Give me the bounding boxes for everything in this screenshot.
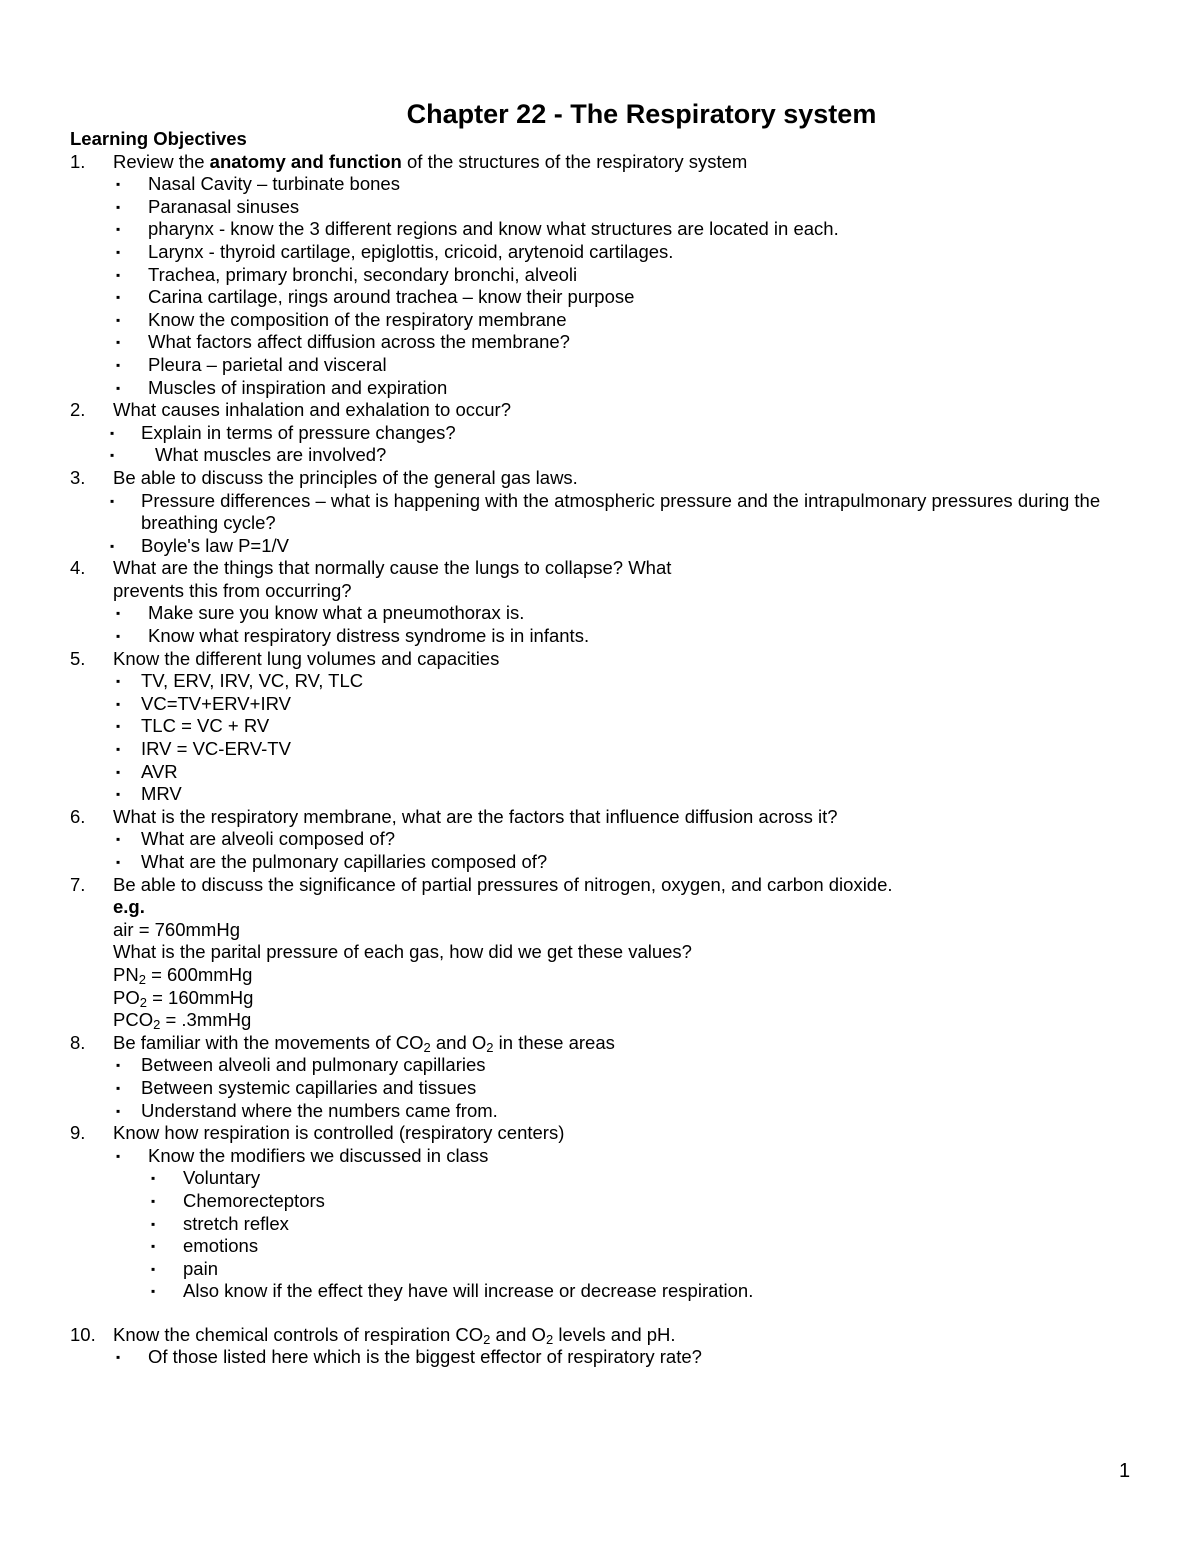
objective-2: 2. What causes inhalation and exhalation to occur? [70,399,512,421]
list-item: ▪ Of those listed here which is the biggest effector of respiratory rate? [116,1346,702,1368]
list-item: ▪ Between alveoli and pulmonary capillaries [116,1054,486,1076]
list-item: ▪ Between systemic capillaries and tissues [116,1076,477,1098]
list-item: ▪ TV, ERV, IRV, VC, RV, TLC [116,670,364,692]
list-item: ▪ What muscles are involved? [110,444,387,466]
section-heading: Learning Objectives [70,128,247,149]
list-item: ▪ Boyle's law P=1/V [110,534,290,556]
list-item: ▪ MRV [116,783,182,805]
objectives-content [0,128,1200,1369]
objective-10: 10. Know the chemical controls of respiration $CO_2$ and $O_2$ levels and pH. [70,1323,676,1347]
example-question: What is the parital pressure of each gas, how did we get these values? [113,941,692,963]
list-item: ▪ What are alveoli composed of? [116,828,395,850]
objective-3: 3. Be able to discuss the principles of the general gas laws. [70,466,578,488]
objective-6: 6. What is the respiratory membrane, what are the factors that influence diffusion across it? [70,805,838,827]
objective-4: 4. What are the things that normally cause the lungs to collapse? What [70,557,672,579]
example-air: air = 760mmHg [113,918,240,940]
objective-5: 5. Know the different lung volumes and capacities [70,647,500,669]
list-item: ▪ Explain in terms of pressure changes? [110,421,456,443]
list-item: ▪ Muscles of inspiration and expiration [116,376,448,398]
sub-list-item: ▪ emotions [151,1235,259,1257]
list-item: ▪ What are the pulmonary capillaries composed of? [116,851,548,872]
list-item: ▪ pharynx - know the 3 different regions and know what structures are located in each. [116,218,839,240]
example-po2: $PO_2$ = 160mmHg [113,986,254,1010]
list-item: ▪ Trachea, primary bronchi, secondary bronchi, alveoli [116,263,578,285]
list-item: ▪ TLC = VC + RV [116,715,270,737]
list-item: ▪ Pressure differences – what is happening with the atmospheric pressure and the intrapulmonary pressures during the breathing cycle? [110,489,1101,534]
objective-8: 8. Be familiar with the movements of $CO_2$ and $O_2$ in these areas [70,1031,615,1055]
list-item: ▪ Know what respiratory distress syndrome is in infants. [116,625,590,647]
sub-list-item: ▪ pain [151,1257,218,1279]
objective-4-continued: prevents this from occurring? [113,579,352,601]
page-title: Chapter 22 - The Respiratory system [406,99,877,129]
sub-list-item: ▪ Also know if the effect they have will increase or decrease respiration. [151,1280,754,1302]
list-item: ▪ Nasal Cavity – turbinate bones [116,173,400,195]
example-label: e.g. [113,896,145,918]
sub-list-item: ▪ stretch reflex [151,1212,289,1234]
list-item: ▪ Understand where the numbers came from. [116,1099,498,1121]
sub-list-item: ▪ Chemorecteptors [151,1189,325,1211]
list-item: ▪ Carina cartilage, rings around trachea – know their purpose [116,286,635,308]
list-item: ▪ Know the modifiers we discussed in class [116,1144,489,1166]
spacer [0,1303,1200,1324]
list-item: ▪ AVR [116,760,178,782]
list-item: ▪ IRV = VC-ERV-TV [116,738,291,760]
list-item: ▪ What factors affect diffusion across the membrane? [116,331,570,353]
sub-list-item: ▪ Voluntary [151,1167,261,1189]
page-number: 1 [1119,1460,1131,1482]
list-item: ▪ Know the composition of the respiratory membrane [116,308,567,330]
list-item: ▪ Pleura – parietal and visceral [116,353,387,375]
list-item: ▪ VC=TV+ERV+IRV [116,692,291,714]
list-item: ▪ Larynx - thyroid cartilage, epiglottis, cricoid, arytenoid cartilages. [116,240,674,262]
objective-1: 1. Review the anatomy and function of the structures of the respiratory system [70,150,748,172]
example-pn2: $PN_2$ = 600mmHg [113,963,253,987]
list-item: ▪ Make sure you know what a pneumothorax is. [116,602,525,624]
list-item: ▪ Paranasal sinuses [116,195,300,217]
example-pco2: $PCO_2$ = .3mmHg [113,1009,252,1033]
objective-9: 9. Know how respiration is controlled (respiratory centers) [70,1122,565,1144]
objective-7: 7. Be able to discuss the significance of partial pressures of nitrogen, oxygen, and carbon dioxide. [70,873,893,895]
